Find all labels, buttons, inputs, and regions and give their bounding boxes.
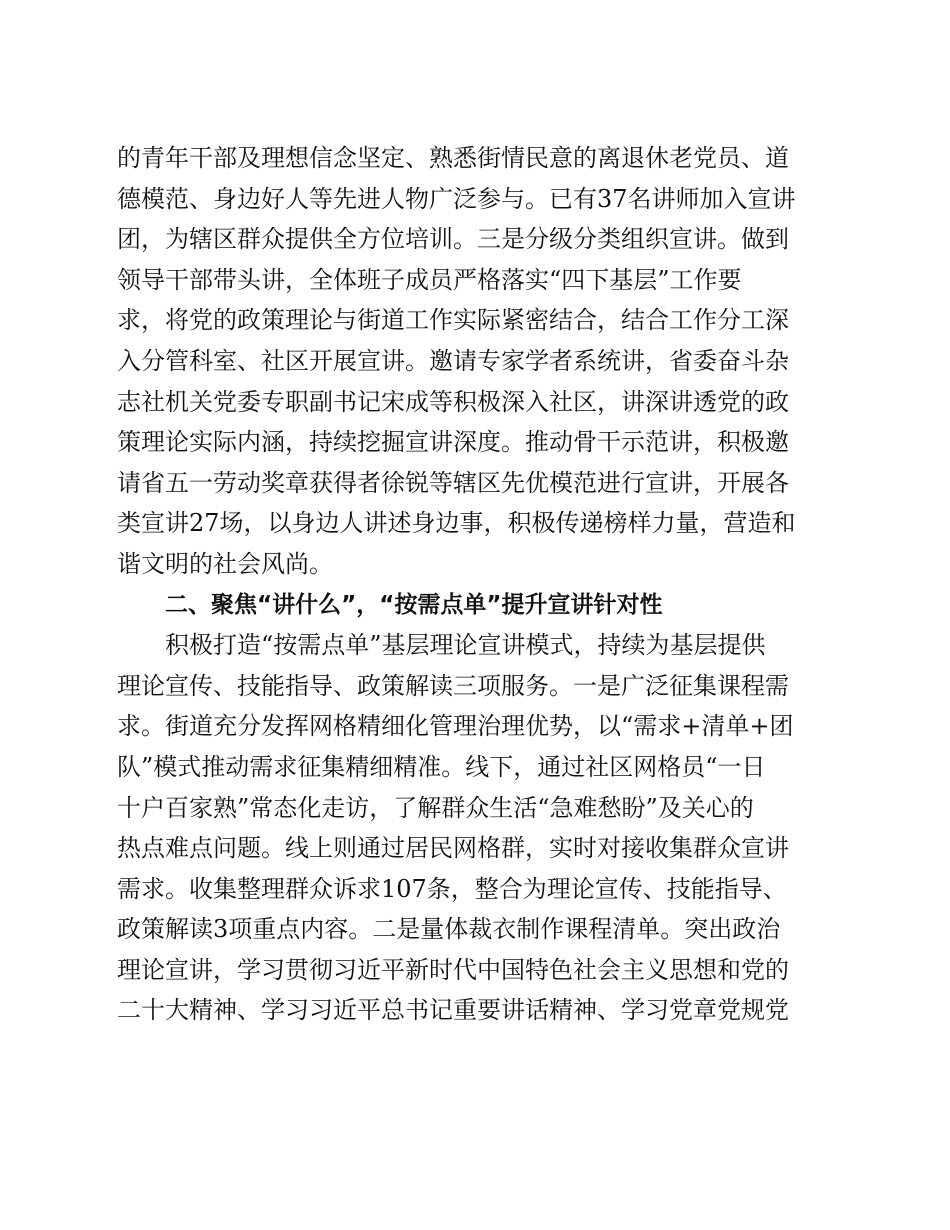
text-line: 团，为辖区群众提供全方位培训。三是分级分类组织宣讲。做到 bbox=[117, 225, 789, 254]
text-line: 德模范、身边好人等先进人物广泛参与。已有37名讲师加入宣讲 bbox=[117, 184, 796, 213]
text-line: 入分管科室、社区开展宣讲。邀请专家学者系统讲，省委奋斗杂 bbox=[117, 346, 789, 375]
text-line: 策理论实际内涵，持续挖掘宣讲深度。推动骨干示范讲，积极邀 bbox=[117, 428, 789, 457]
text-line: 需求。收集整理群众诉求107条，整合为理论宣传、技能指导、 bbox=[117, 874, 787, 903]
text-line: 求，将党的政策理论与街道工作实际紧密结合，结合工作分工深 bbox=[117, 306, 789, 335]
text-line: 二十大精神、学习习近平总书记重要讲话精神、学习党章党规党 bbox=[117, 996, 789, 1025]
section-heading: 二、聚焦“讲什么”，“按需点单”提升宣讲针对性 bbox=[165, 591, 663, 618]
text-line: 志社机关党委专职副书记宋成等积极深入社区，讲深讲透党的政 bbox=[117, 387, 789, 416]
text-line: 政策解读3项重点内容。二是量体裁衣制作课程清单。突出政治 bbox=[117, 915, 781, 944]
text-line: 领导干部带头讲，全体班子成员严格落实“四下基层”工作要 bbox=[117, 265, 742, 294]
text-line: 求。街道充分发挥网格精细化管理治理优势，以“需求+清单+团 bbox=[117, 712, 794, 741]
text-line: 谐文明的社会风尚。 bbox=[117, 549, 333, 578]
text-line: 队”模式推动需求征集精细精准。线下，通过社区网格员“一日 bbox=[117, 752, 766, 781]
text-line: 理论宣讲，学习贯彻习近平新时代中国特色社会主义思想和党的 bbox=[117, 955, 789, 984]
text-line: 请省五一劳动奖章获得者徐锐等辖区先优模范进行宣讲，开展各 bbox=[117, 468, 789, 497]
text-line: 热点难点问题。线上则通过居民网格群，实时对接收集群众宣讲 bbox=[117, 834, 789, 863]
text-line: 十户百家熟”常态化走访，了解群众生活“急难愁盼”及关心的 bbox=[117, 793, 754, 822]
text-line: 理论宣传、技能指导、政策解读三项服务。一是广泛征集课程需 bbox=[117, 671, 789, 700]
paragraph-first-line: 积极打造“按需点单”基层理论宣讲模式，持续为基层提供 bbox=[165, 631, 766, 660]
text-line: 类宣讲27场，以身边人讲述身边事，积极传递榜样力量，营造和 bbox=[117, 509, 796, 538]
body-text bbox=[117, 138, 829, 1031]
text-line: 的青年干部及理想信念坚定、熟悉街情民意的离退休老党员、道 bbox=[117, 144, 789, 172]
